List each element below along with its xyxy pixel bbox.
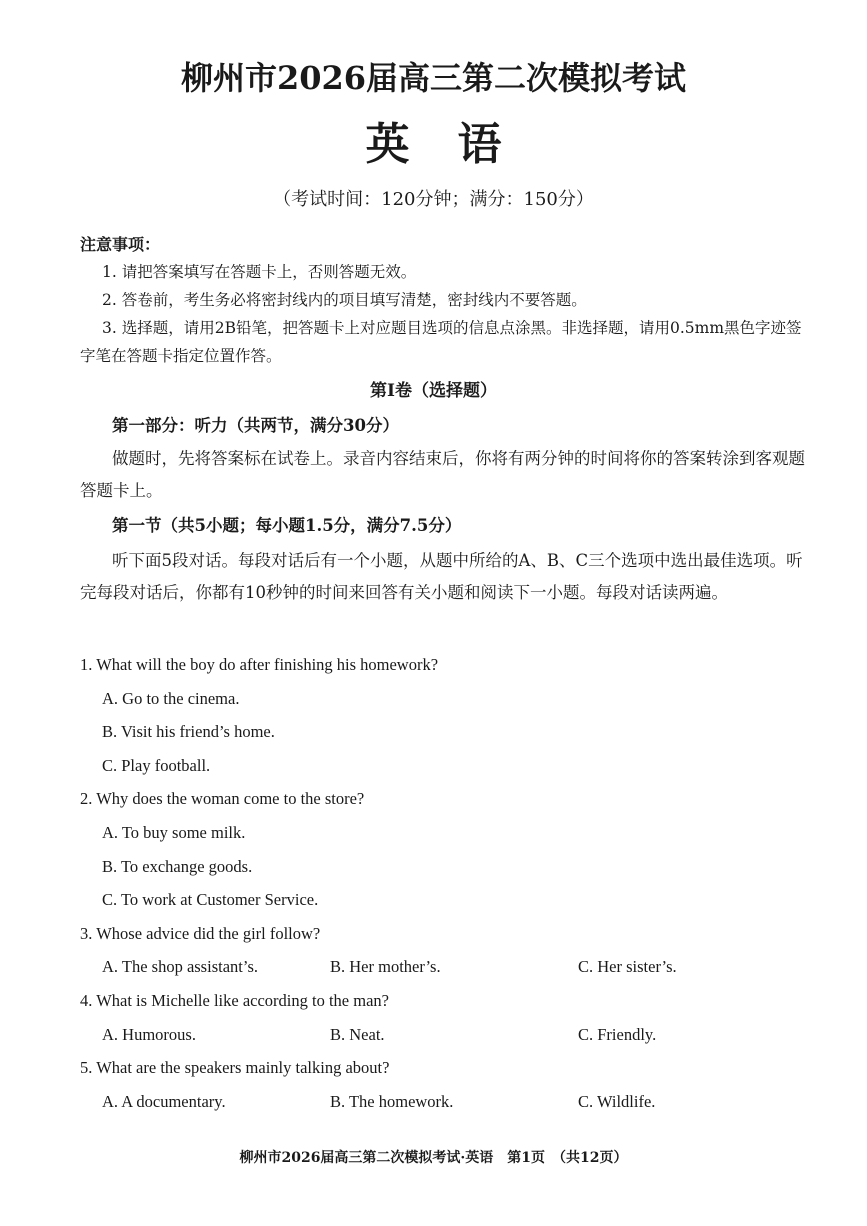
note-item: 3. 选择题，请用2B铅笔，把答题卡上对应题目选项的信息点涂黑。非选择题，请用0.5mm黑色字迹签字笔在答题卡指定位置作答。	[80, 319, 802, 365]
note-item: 1. 请把答案填写在答题卡上，否则答题无效。	[102, 263, 417, 281]
option-b: B. To exchange goods.	[102, 856, 253, 876]
option-b: B. Neat.	[330, 1024, 385, 1044]
option-row	[80, 950, 810, 984]
option-c: C. To work at Customer Service.	[102, 890, 319, 910]
question-stem: 4. What is Michelle like according to the man?	[80, 990, 389, 1010]
exam-title: 柳州市2026届高三第二次模拟考试	[180, 59, 687, 97]
subject-title: 英语	[365, 119, 550, 170]
page-footer: 柳州市2026届高三第二次模拟考试·英语 第1页 （共12页）	[239, 1150, 628, 1166]
question-list	[80, 648, 810, 1118]
option-c: C. Her sister’s.	[578, 957, 677, 977]
notes-list	[80, 258, 810, 370]
option-c: C. Friendly.	[578, 1024, 657, 1044]
option-a: A. Go to the cinema.	[102, 688, 240, 708]
option-row	[80, 1085, 810, 1119]
option-a: A. To buy some milk.	[102, 822, 246, 842]
question-stem: 2. Why does the woman come to the store?	[80, 789, 365, 809]
question-stem: 3. Whose advice did the girl follow?	[80, 923, 321, 943]
option-b: B. The homework.	[330, 1091, 454, 1111]
option-row	[80, 1018, 810, 1052]
question-stem: 5. What are the speakers mainly talking about?	[80, 1058, 390, 1078]
option-b: B. Her mother’s.	[330, 957, 441, 977]
part-instruction	[80, 443, 810, 507]
option-b: B. Visit his friend’s home.	[102, 722, 275, 742]
exam-info: （考试时间：120分钟；满分：150分）	[273, 189, 594, 210]
sub-instruction	[80, 545, 810, 609]
section-title: 第Ⅰ卷（选择题）	[370, 381, 497, 401]
option-c: C. Wildlife.	[578, 1091, 656, 1111]
part-heading: 第一部分：听力（共两节，满分30分）	[112, 416, 399, 435]
sub-instruction-text: 听下面5段对话。每段对话后有一个小题，从题中所给的A、B、C三个选项中选出最佳选项。听完每段对话后，你都有10秒钟的时间来回答有关小题和阅读下一小题。每段对话读两遍。	[80, 551, 803, 602]
question-stem: 1. What will the boy do after finishing his homework?	[80, 655, 439, 674]
note-item: 2. 答卷前，考生务必将密封线内的项目填写清楚，密封线内不要答题。	[102, 291, 587, 309]
option-c: C. Play football.	[102, 755, 211, 775]
sub-heading: 第一节（共5小题；每小题1.5分，满分7.5分）	[112, 516, 462, 535]
option-a: A. Humorous.	[102, 1024, 196, 1044]
notes-heading: 注意事项：	[80, 235, 161, 254]
option-a: A. A documentary.	[102, 1091, 226, 1111]
part-instruction-text: 做题时，先将答案标在试卷上。录音内容结束后，你将有两分钟的时间将你的答案转涂到客观题答题卡上。	[80, 449, 805, 500]
option-a: A. The shop assistant’s.	[102, 957, 258, 977]
